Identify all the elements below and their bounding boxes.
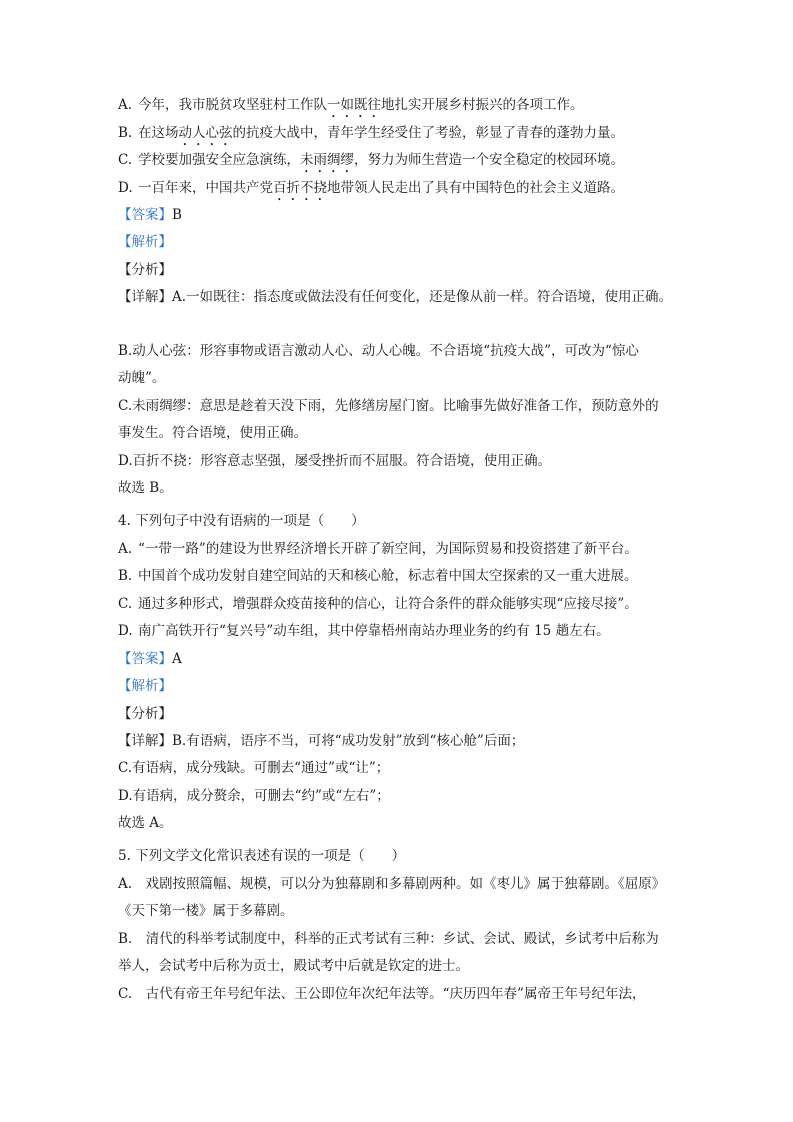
q4-conclusion: 故选 A。 [118,815,173,831]
q3-option-b: B. 在这场动人心弦的抗疫大战中，青年学生经受住了考验，彰显了青春的蓬勃力量。 [118,125,624,141]
q5-line: B. 清代的科举考试制度中，科举的正式考试有三种：乡试、会试、殿试，乡试考中后称为 [118,931,659,947]
q3-detail-line: 【详解】A.一如既往：指态度或做法没有任何变化，还是像从前一样。符合语境，使用正确。 [118,289,673,305]
q5-question: 5. 下列文学文化常识表述有误的一项是（ ） [118,848,406,864]
q4-fenxi-heading: 【分析】 [118,706,172,722]
q4-option-a: A. “一带一路”的建设为世界经济增长开辟了新空间，为国际贸易和投资搭建了新平台。 [118,541,638,557]
emphasized-idiom: 百折不挠 [273,180,327,196]
q3-detail-line: 动魄”。 [118,370,166,386]
q3-detail-line: B.动人心弦：形容事物或语言激动人心、动人心魄。不合语境“抗疫大战”，可改为“惊心 [118,343,639,359]
q3-detail-line: C.未雨绸缪：意思是趁着天没下雨，先修缮房屋门窗。比喻事先做好准备工作，预防意外的 [118,398,659,414]
q4-option-b: B. 中国首个成功发射自建空间站的天和核心舱，标志着中国太空探索的又一重大进展。 [118,568,638,584]
q4-detail-line: D.有语病，成分赘余，可删去“约”或“左右”； [118,788,390,804]
q3-answer: 【答案】B [118,207,182,223]
q4-option-d: D. 南广高铁开行“复兴号”动车组，其中停靠梧州南站办理业务的约有 15 趟左右。 [118,623,610,639]
q3-option-c: C. 学校要加强安全应急演练，未雨绸缪，努力为师生营造一个安全稳定的校园环境。 [118,152,624,168]
q5-line: 《天下第一楼》属于多幕剧。 [118,903,294,919]
q4-detail-line: 【详解】B.有语病，语序不当，可将“成功发射”放到“核心舱”后面； [118,733,525,749]
emphasized-idiom: 未雨绸缪 [300,152,354,168]
q4-answer: 【答案】A [118,651,182,667]
q5-line: 举人，会试考中后称为贡士，殿试考中后就是钦定的进士。 [118,958,469,974]
q3-detail-line: 事发生。符合语境，使用正确。 [118,425,307,441]
q4-detail-line: C.有语病，成分残缺。可删去“通过”或“让”； [118,760,390,776]
q5-line: A. 戏剧按照篇幅、规模，可以分为独幕剧和多幕剧两种。如《枣儿》属于独幕剧。《屈原》 [118,876,666,892]
q5-line: C. 古代有帝王年号纪年法、王公即位年次纪年法等。“庆历四年春”属帝王年号纪年法， [118,986,646,1002]
q4-analysis-heading: 【解析】 [118,678,172,694]
q3-option-a: A. 今年，我市脱贫攻坚驻村工作队一如既往地扎实开展乡村振兴的各项工作。 [118,97,584,113]
q3-fenxi-heading: 【分析】 [118,262,172,278]
emphasized-idiom: 动人心弦 [178,125,233,141]
q3-conclusion: 故选 B。 [118,480,173,496]
q3-detail-line: D.百折不挠：形容意志坚强，屡受挫折而不屈服。符合语境，使用正确。 [118,453,552,469]
q3-option-d: D. 一百年来，中国共产党百折不挠地带领人民走出了具有中国特色的社会主义道路。 [118,180,624,196]
q3-analysis-heading: 【解析】 [118,234,172,250]
emphasized-idiom: 一如既往 [327,97,381,113]
q4-option-c: C. 通过多种形式，增强群众疫苗接种的信心，让符合条件的群众能够实现“应接尽接”。 [118,596,638,612]
q4-question: 4. 下列句子中没有语病的一项是（ ） [118,513,365,529]
